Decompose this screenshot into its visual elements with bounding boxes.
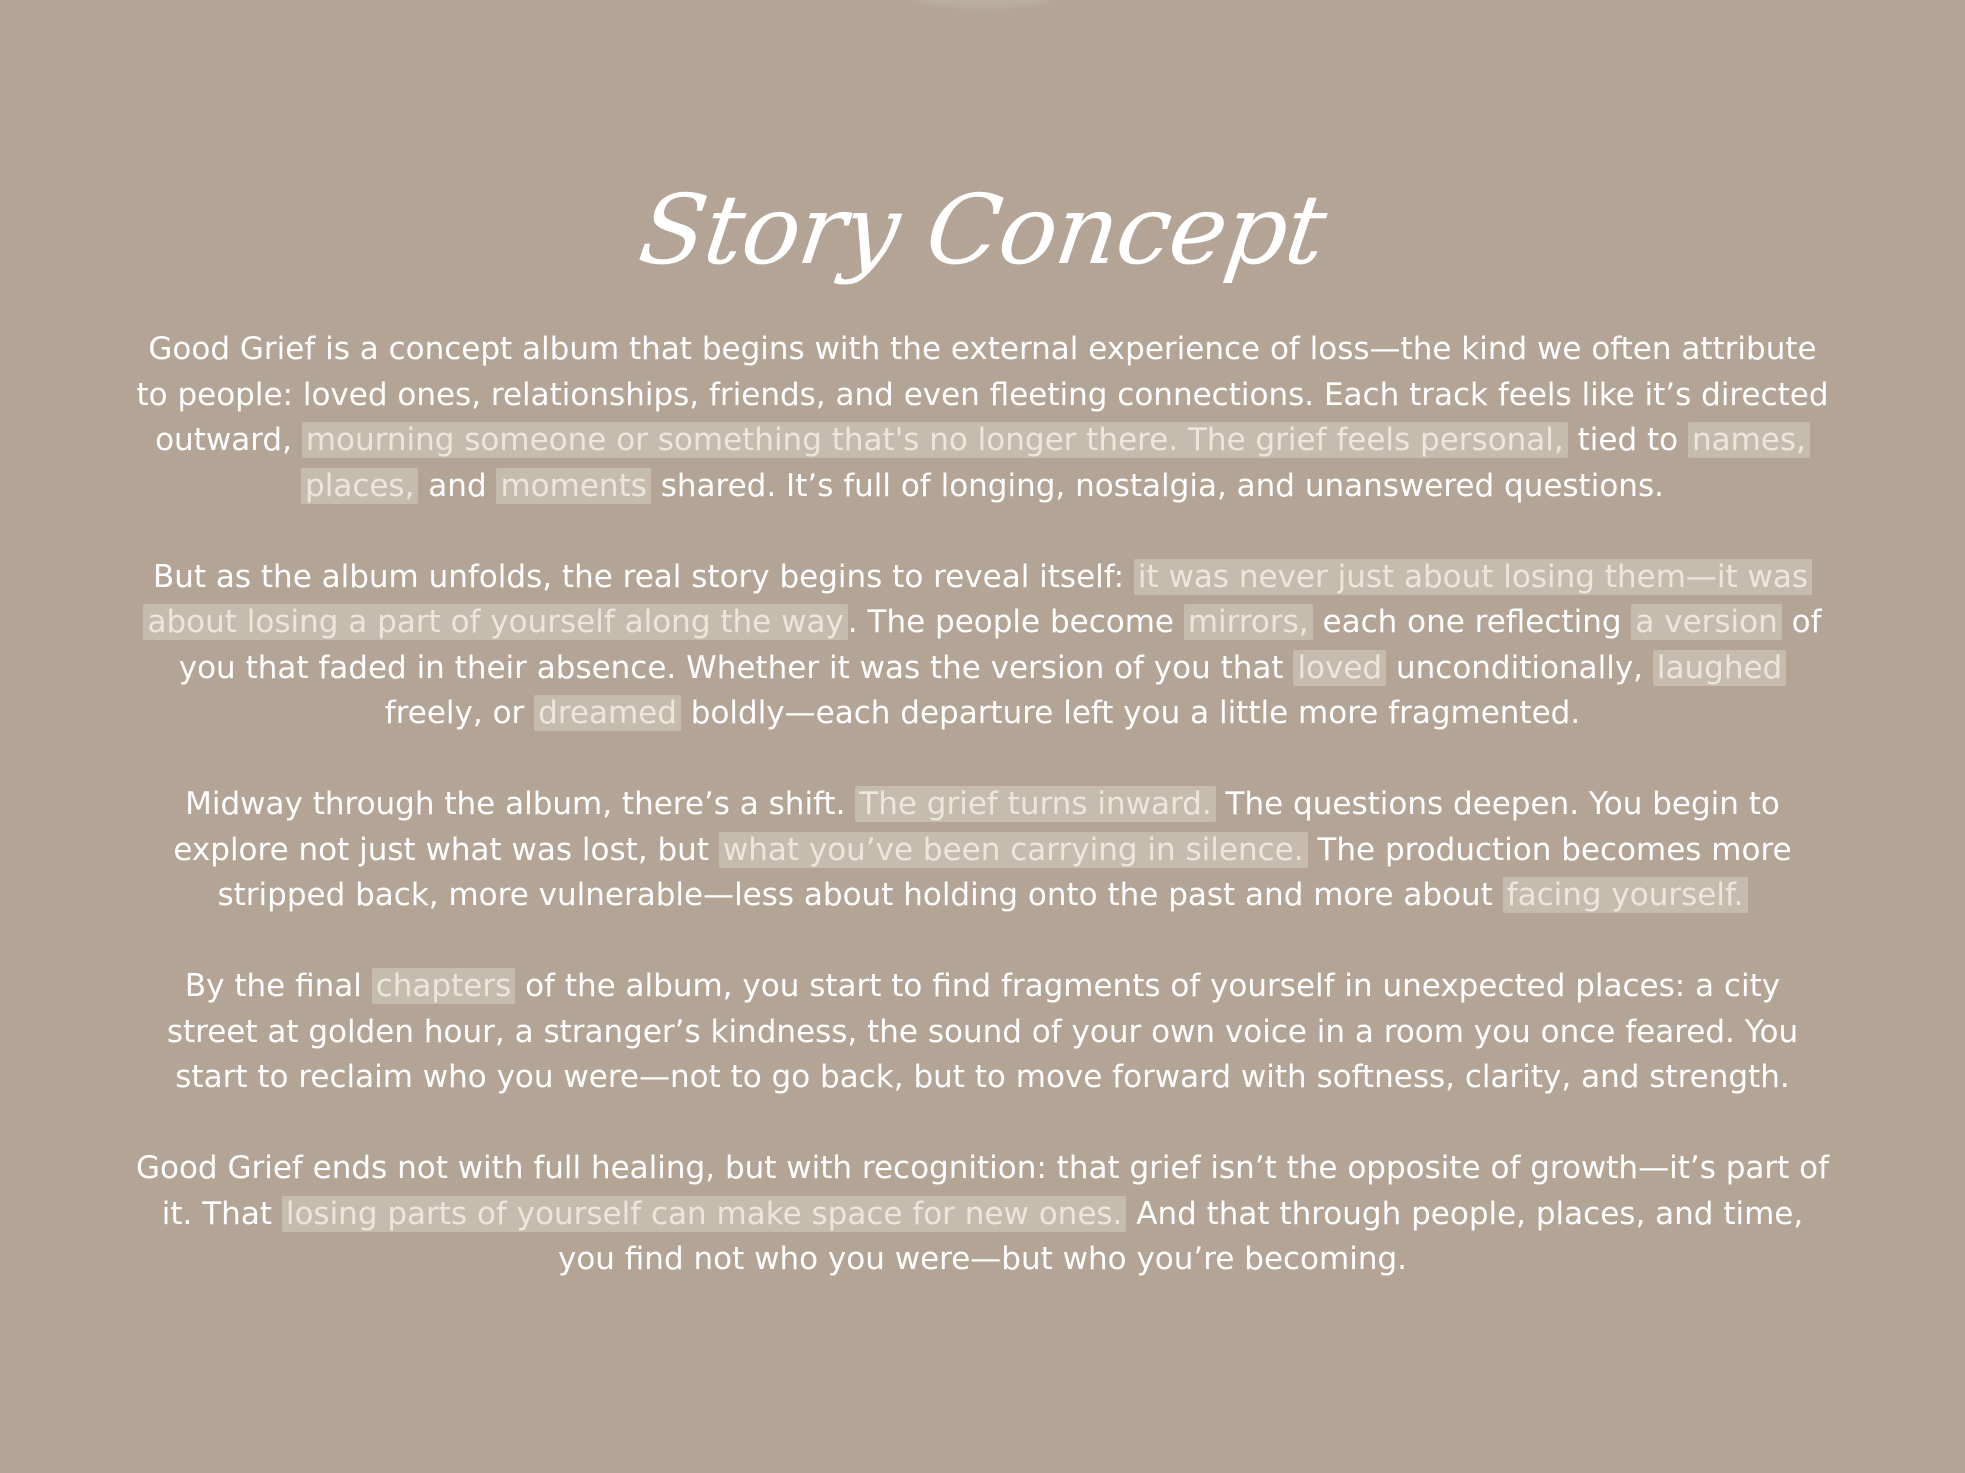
highlighted-phrase: a version xyxy=(1631,604,1781,640)
paragraph-text: By the final xyxy=(184,968,372,1004)
decorative-ornament xyxy=(913,0,1053,8)
paragraph-text: tied to xyxy=(1567,422,1688,458)
highlighted-phrase: facing yourself. xyxy=(1503,877,1748,913)
paragraph-text: unconditionally, xyxy=(1386,649,1653,686)
story-paragraph xyxy=(135,555,1830,737)
highlighted-phrase: places, xyxy=(301,468,418,504)
paragraph-text: freely, or xyxy=(384,695,535,731)
highlighted-phrase: losing parts of yourself can make space for new ones. xyxy=(282,1196,1127,1232)
highlighted-phrase: moments xyxy=(496,468,650,504)
highlighted-phrase: mourning someone or something that's no longer there. The grief feels personal, xyxy=(302,422,1568,458)
highlighted-phrase: chapters xyxy=(372,968,516,1004)
paragraph-text: . The people become xyxy=(847,604,1184,640)
paragraph-text: and xyxy=(418,467,497,504)
highlighted-phrase: mirrors, xyxy=(1184,604,1313,640)
paragraph-text: The questions deepen. You begin to explore not just what was lost, but xyxy=(173,786,1780,868)
paragraph-text: each one reflecting xyxy=(1312,604,1632,640)
paragraph-text: boldly—each departure left you a little more fragmented. xyxy=(680,695,1581,731)
highlighted-phrase: dreamed xyxy=(534,695,681,731)
page-title: Story Concept xyxy=(632,174,1333,286)
story-body xyxy=(135,327,1830,1328)
paragraph-text: of the album, you start to find fragments of yourself in unexpected places: a city street at golden hour, a stranger’s kindness, the sound of your own voice in a room you once feared. You start to reclaim who you were—not to go back, but to move forward with softness, clarity, and strength. xyxy=(166,968,1799,1095)
paragraph-text: shared. It’s full of longing, nostalgia, and unanswered questions. xyxy=(650,467,1664,504)
highlighted-phrase: what you’ve been carrying in silence. xyxy=(719,832,1308,868)
highlighted-phrase: laughed xyxy=(1653,650,1786,686)
paragraph-text: Good Grief is a concept album that begins with the external experience of loss—the kind we often attribute to people: loved ones, relationships, friends, and even fleeting connections. Each track feels like it’s directed outward, xyxy=(136,331,1829,458)
paragraph-text: of you that faded in their absence. Whether it was the version of you that xyxy=(178,604,1822,686)
highlighted-phrase: names, xyxy=(1688,422,1810,458)
highlighted-phrase: The grief turns inward. xyxy=(855,786,1215,822)
paragraph-text: Good Grief ends not with full healing, but with recognition: that grief isn’t the opposite of growth—it’s part of it. That xyxy=(135,1150,1830,1232)
highlighted-phrase: loved xyxy=(1293,650,1386,686)
story-paragraph xyxy=(135,1146,1830,1283)
paragraph-text: Midway through the album, there’s a shift. xyxy=(185,786,856,822)
paragraph-text: The production becomes more stripped back, more vulnerable—less about holding onto the past and more about xyxy=(217,831,1792,913)
paragraph-text: But as the album unfolds, the real story begins to reveal itself: xyxy=(152,558,1134,595)
highlighted-phrase: it was never just about losing them—it was about losing a part of yourself along the way xyxy=(143,559,1812,641)
story-paragraph xyxy=(135,782,1830,919)
story-paragraph xyxy=(135,327,1830,509)
paragraph-text: And that through people, places, and time, you find not who you were—but who you’re becoming. xyxy=(557,1195,1804,1277)
story-paragraph xyxy=(135,964,1830,1101)
